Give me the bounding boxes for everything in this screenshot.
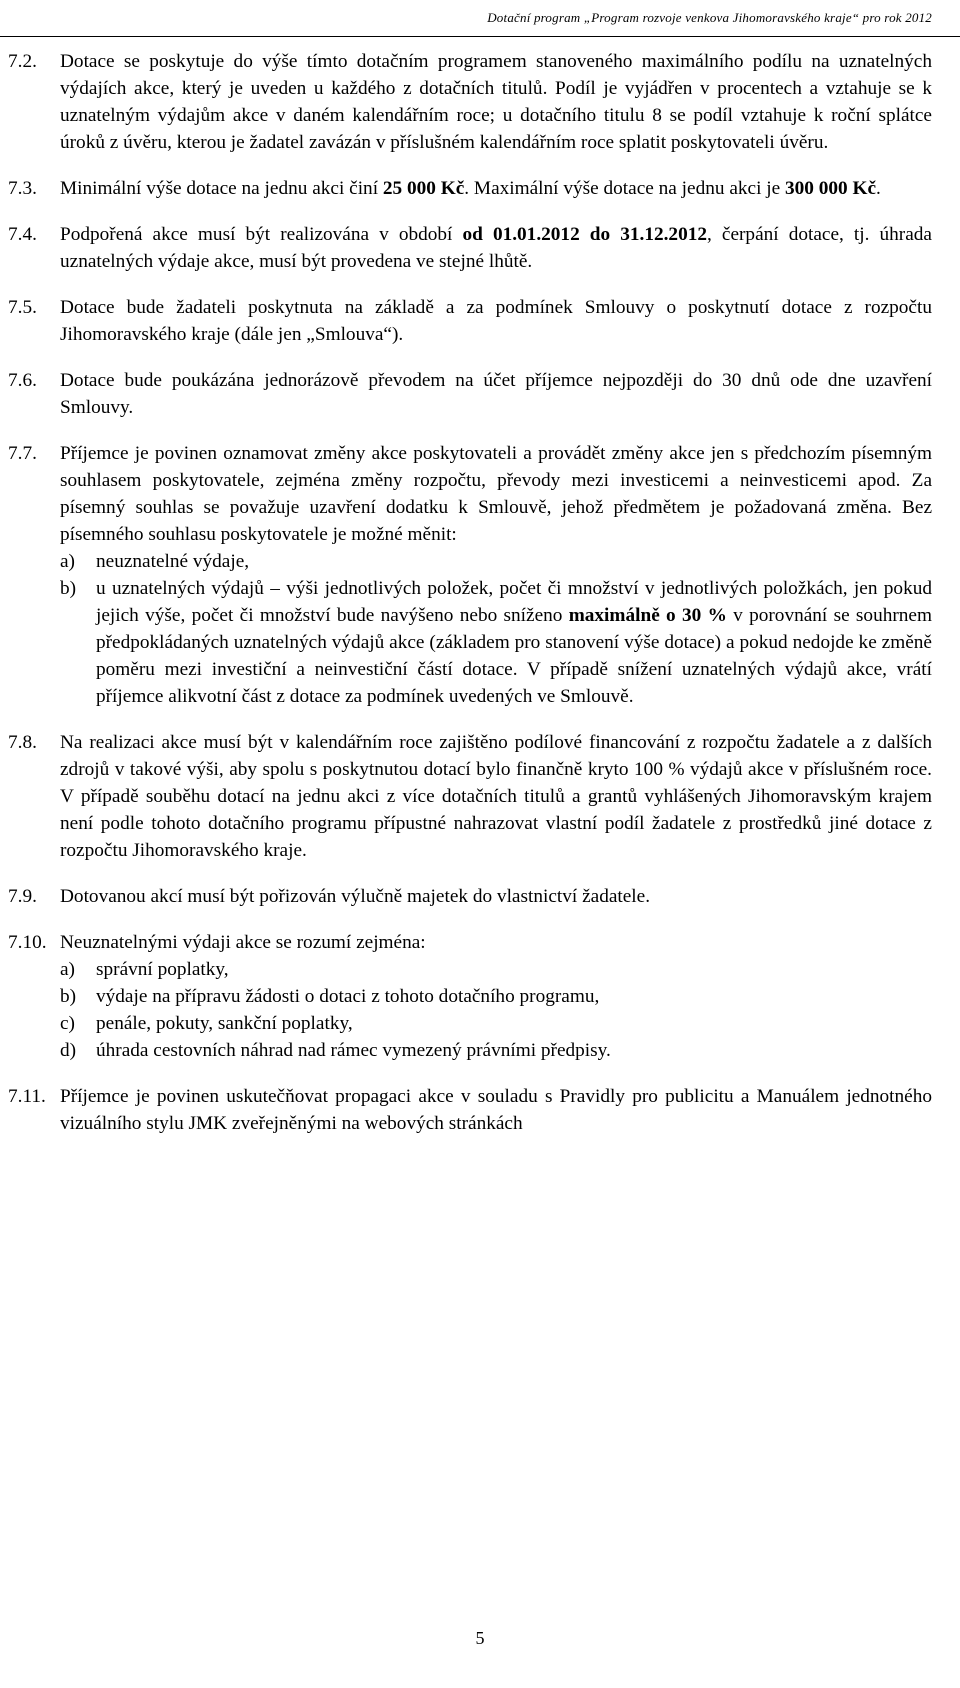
section-number: 7.6.	[8, 370, 37, 391]
section-7-11	[8, 1083, 932, 1137]
section-number: 7.10.	[8, 932, 47, 953]
section-7-4	[8, 221, 932, 275]
list-item: b) u uznatelných výdajů – výši jednotlivých položek, počet či množství v jednotlivých položkách, jen pokud jejich výše, počet či množství bude navýšeno nebo sníženo maximálně o 30 % v porovnání se souhrnem předpokládaných uznatelných výdajů akce (základem pro stanovení výše dotace) a pokud nedojde ke změně poměru mezi investiční a neinvestiční částí dotace. V případě snížení uznatelných výdajů akce, vrátí příjemce alikvotní část z dotace za podmínek uvedených ve Smlouvě.	[60, 578, 932, 707]
section-text: Dotace se poskytuje do výše tímto dotačním programem stanoveného maximálního podílu na uznatelných výdajích akce, který je uveden u každého z dotačních titulů. Podíl je vyjádřen v procentech a vztahuje se k uznatelným výdajům akce v daném kalendářním roce; u dotačního titulu 8 se podíl vztahuje k roční splátce úroků z úvěru, kterou je žadatel zavázán v příslušném kalendářním roce splatit poskytovateli úvěru.	[60, 51, 932, 153]
max-amount: 300 000 Kč	[785, 178, 877, 199]
section-number: 7.5.	[8, 297, 37, 318]
list-item: b) výdaje na přípravu žádosti o dotaci z tohoto dotačního programu,	[60, 986, 600, 1007]
section-text: Příjemce je povinen uskutečňovat propagaci akce v souladu s Pravidly pro publicitu a Manuálem jednotného vizuálního stylu JMK zveřejněnými na webových stránkách	[60, 1086, 932, 1134]
section-number: 7.11.	[8, 1086, 46, 1107]
list-item: a) neuznatelné výdaje,	[60, 551, 250, 572]
section-number: 7.9.	[8, 886, 37, 907]
period-dates: od 01.01.2012 do 31.12.2012	[462, 224, 707, 245]
section-7-5	[8, 294, 932, 348]
section-number: 7.4.	[8, 224, 37, 245]
section-7-10	[8, 929, 932, 1064]
section-number: 7.2.	[8, 51, 37, 72]
section-number: 7.8.	[8, 732, 37, 753]
change-list	[60, 548, 932, 710]
section-text: Na realizaci akce musí být v kalendářním roce zajištěno podílové financování z rozpočtu žadatele a z dalších zdrojů v takové výši, aby spolu s poskytnutou dotací bylo finančně kryto 100 % výdajů akce v příslušném roce. V případě souběhu dotací na jednu akci z více dotačních titulů a grantů vyhlášených Jihomoravským krajem není podle tohoto dotačního programu přípustné nahrazovat vlastní podíl žadatele z prostředků jiné dotace z rozpočtu Jihomoravského kraje.	[60, 732, 932, 861]
section-number: 7.3.	[8, 178, 37, 199]
list-item: c) penále, pokuty, sankční poplatky,	[60, 1013, 353, 1034]
section-text: Neuznatelnými výdaji akce se rozumí zejména:	[60, 932, 426, 953]
section-7-6	[8, 367, 932, 421]
section-number: 7.7.	[8, 443, 37, 464]
section-text: Dotace bude žadateli poskytnuta na základě a za podmínek Smlouvy o poskytnutí dotace z rozpočtu Jihomoravského kraje (dále jen „Smlouva“).	[60, 297, 932, 345]
section-text: Příjemce je povinen oznamovat změny akce poskytovateli a provádět změny akce jen s předchozím písemným souhlasem poskytovatele, zejména změny rozpočtu, převody mezi investicemi a neinvesticemi apod. Za písemný souhlas se považuje uzavření dodatku k Smlouvě, jehož předmětem je požadovaná změna. Bez písemného souhlasu poskytovatele je možné měnit:	[60, 443, 932, 545]
section-text: Dotace bude poukázána jednorázově převodem na účet příjemce nejpozději do 30 dnů ode dne uzavření Smlouvy.	[60, 370, 932, 418]
list-item: a) správní poplatky,	[60, 959, 229, 980]
section-text: Dotovanou akcí musí být pořizován výlučně majetek do vlastnictví žadatele.	[60, 886, 651, 907]
section-7-3	[8, 175, 932, 202]
document-body	[8, 48, 932, 1156]
header-rule	[0, 36, 960, 37]
section-7-2	[8, 48, 932, 156]
section-text: Podpořená akce musí být realizována v období od 01.01.2012 do 31.12.2012, čerpání dotace, tj. úhrada uznatelných výdaje akce, musí být provedena ve stejné lhůtě.	[60, 224, 932, 272]
page-number: 5	[475, 1628, 485, 1648]
min-amount: 25 000 Kč	[382, 178, 465, 199]
section-7-9	[8, 883, 932, 910]
max-change: maximálně o 30 %	[568, 605, 727, 626]
list-item: d) úhrada cestovních náhrad nad rámec vymezený právními předpisy.	[60, 1040, 611, 1061]
section-7-8	[8, 729, 932, 864]
section-7-7	[8, 440, 932, 710]
ineligible-list	[60, 956, 932, 1064]
running-header: Dotační program „Program rozvoje venkova Jihomoravského kraje“ pro rok 2012	[487, 10, 932, 25]
section-text: Minimální výše dotace na jednu akci činí 25 000 Kč. Maximální výše dotace na jednu akci je 300 000 Kč.	[60, 178, 881, 199]
